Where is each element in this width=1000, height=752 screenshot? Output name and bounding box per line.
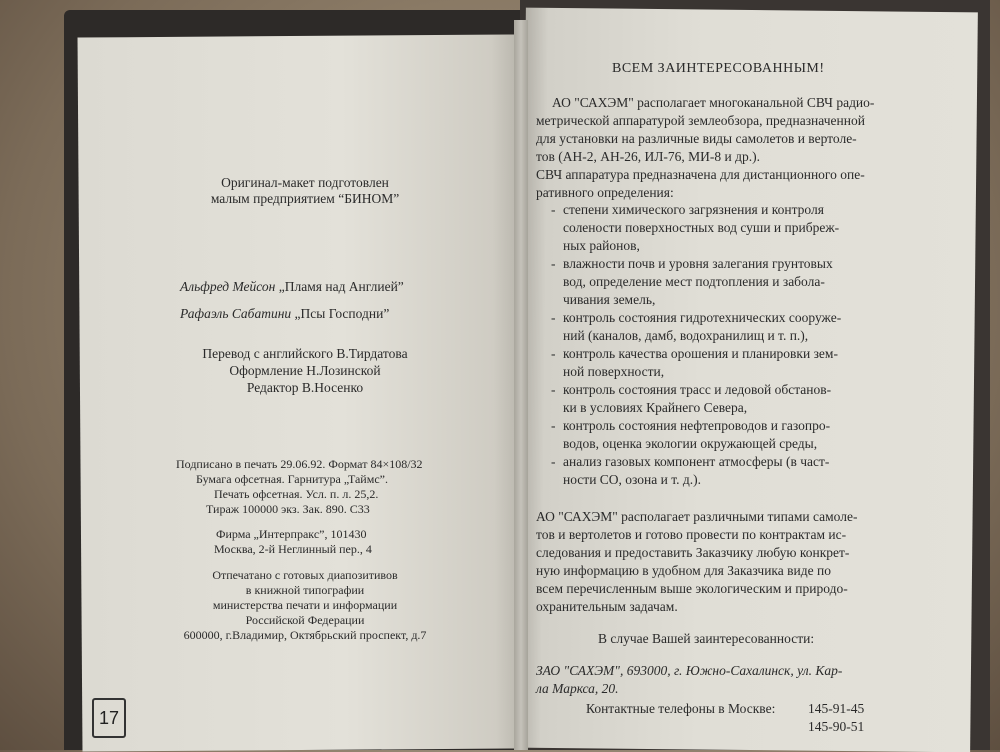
bullet-1-line-2: солености поверхностных вод суши и прибреж- — [563, 220, 840, 235]
printed-line-2: в книжной типографии — [245, 583, 365, 597]
work-2-title: „Псы Господни” — [294, 306, 390, 321]
firm-line-1: Фирма „Интерпракс”, 101430 — [216, 527, 367, 541]
bullet-7-line-2: ности СО, озона и т. д.). — [563, 472, 701, 487]
bullet-6-line-1: контроль состояния нефтепроводов и газопро- — [563, 418, 831, 433]
imprint-line-1: Подписано в печать 29.06.92. Формат 84×108/32 — [176, 457, 423, 471]
imprint-line-3: Печать офсетная. Усл. п. л. 25,2. — [214, 487, 379, 501]
maket-line-2: малым предприятием “БИНОМ” — [210, 191, 400, 206]
bullet-dash: - — [551, 202, 556, 217]
bullet-dash: - — [551, 310, 556, 325]
intro-line-2: метрической аппаратурой землеобзора, предназначенной — [536, 113, 865, 128]
credit-design: Оформление Н.Лозинской — [229, 363, 381, 378]
bullet-2-line-2: вод, определение мест подтопления и забола- — [563, 274, 825, 289]
maket-line-1: Оригинал-макет подготовлен — [221, 175, 389, 190]
intro-line-6: ративного определения: — [536, 185, 674, 200]
phone-1: 145-91-45 — [808, 701, 865, 716]
credit-translator: Перевод с английского В.Тирдатова — [202, 346, 408, 361]
bullet-7-line-1: анализ газовых компонент атмосферы (в част- — [563, 454, 830, 469]
intro-line-3: для установки на различные виды самолетов и вертоле- — [536, 131, 857, 146]
work-1-title: „Пламя над Англией” — [278, 279, 404, 294]
intro-line-5: СВЧ аппаратура предназначена для дистанционного опе- — [536, 167, 865, 182]
bullet-dash: - — [551, 382, 556, 397]
work-1 — [180, 278, 404, 296]
printed-line-4: Российской Федерации — [245, 613, 365, 627]
para2-line-1: АО "САХЭМ" располагает различными типами самоле- — [536, 509, 858, 524]
bullet-2-line-1: влажности почв и уровня залегания грунтовых — [563, 256, 833, 271]
right-heading: ВСЕМ ЗАИНТЕРЕСОВАННЫМ! — [612, 61, 825, 76]
bullet-1-line-3: ных районов, — [563, 238, 640, 253]
work-2-author: Рафаэль Сабатини — [180, 306, 292, 321]
phones-label: Контактные телефоны в Москве: — [586, 701, 776, 716]
bullet-dash: - — [551, 346, 556, 361]
para2-line-3: следования и предоставить Заказчику любую конкрет- — [536, 545, 850, 560]
bullet-1-line-1: степени химического загрязнения и контроля — [563, 202, 824, 217]
phone-2: 145-90-51 — [808, 719, 865, 734]
credit-editor: Редактор В.Носенко — [246, 380, 364, 395]
bullet-dash: - — [551, 256, 556, 271]
address-line-2: ла Маркса, 20. — [536, 681, 619, 696]
printed-line-5: 600000, г.Владимир, Октябрьский проспект, д.7 — [183, 628, 427, 642]
bullet-4-line-1: контроль качества орошения и планировки зем- — [563, 346, 838, 361]
bullet-2-line-3: чивания земель, — [563, 292, 656, 307]
para2-line-6: охранительным задачам. — [536, 599, 678, 614]
imprint-line-4: Тираж 100000 экз. Зак. 890. С33 — [206, 502, 370, 516]
book-spine — [514, 20, 528, 750]
firm-line-2: Москва, 2-й Неглинный пер., 4 — [214, 542, 372, 556]
bullet-5-line-1: контроль состояния трасс и ледовой обстанов- — [563, 382, 832, 397]
bullet-6-line-2: водов, оценка экологии окружающей среды, — [563, 436, 818, 451]
work-1-author: Альфред Мейсон — [180, 279, 276, 294]
imprint-line-2: Бумага офсетная. Гарнитура „Таймс”. — [196, 472, 388, 486]
bullet-4-line-2: ной поверхности, — [563, 364, 665, 379]
intro-line-4: тов (АН-2, АН-26, ИЛ-76, МИ-8 и др.). — [536, 149, 760, 164]
bullet-dash: - — [551, 418, 556, 433]
para2-line-5: всем перечисленным выше экологическим и природо- — [536, 581, 848, 596]
address-line-1: ЗАО "САХЭМ", 693000, г. Южно-Сахалинск, ул. Кар- — [536, 663, 843, 678]
para2-line-4: ную информацию в удобном для Заказчика виде по — [536, 563, 831, 578]
bullet-dash: - — [551, 454, 556, 469]
bullet-3-line-1: контроль состояния гидротехнических сооруже- — [563, 310, 842, 325]
bullet-5-line-2: ки в условиях Крайнего Севера, — [563, 400, 748, 415]
para2-line-2: тов и вертолетов и готово провести по контрактам ис- — [536, 527, 847, 542]
page-number-stamp: 17 — [92, 698, 126, 738]
work-2 — [180, 305, 389, 323]
intro-line-1: АО "САХЭМ" располагает многоканальной СВЧ радио- — [552, 95, 875, 110]
interest-line: В случае Вашей заинтересованности: — [598, 631, 815, 646]
printed-line-1: Отпечатано с готовых диапозитивов — [212, 568, 398, 582]
printed-line-3: министерства печати и информации — [212, 598, 398, 612]
bullet-3-line-2: ний (каналов, дамб, водохранилищ и т. п.), — [563, 328, 809, 343]
